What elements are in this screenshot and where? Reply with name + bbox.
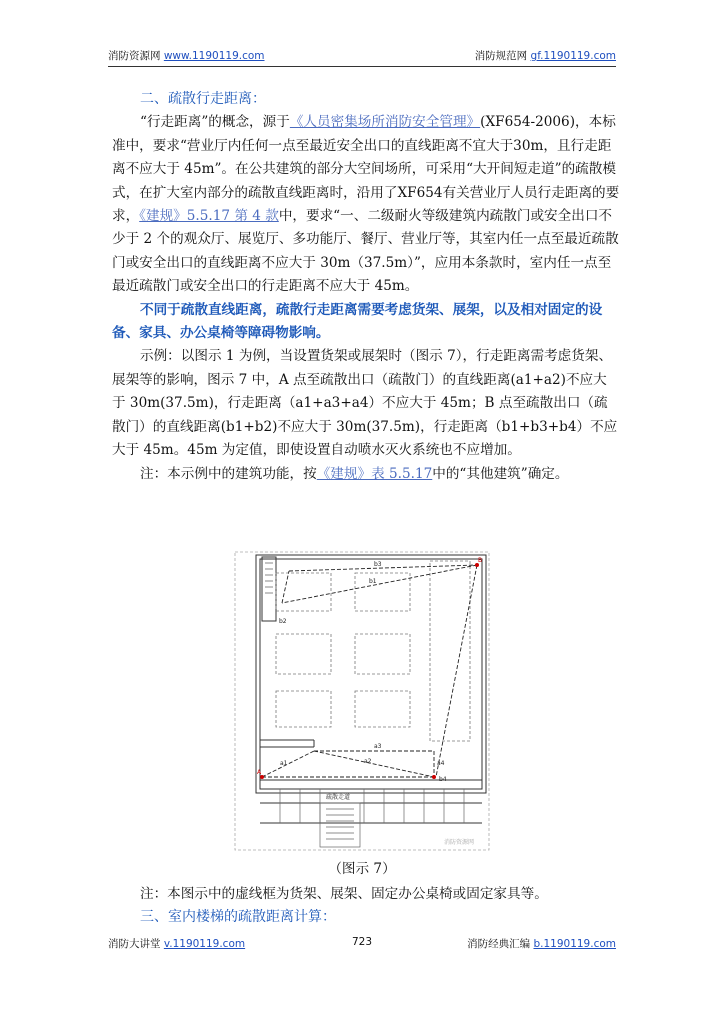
page-header — [108, 48, 616, 66]
footer-left-link[interactable]: v.1190119.com — [163, 938, 246, 950]
footer-right — [467, 936, 616, 951]
label-b1: b1 — [369, 578, 377, 585]
link-jiangui-5517[interactable]: 《建规》5.5.17 第 4 款 — [139, 208, 279, 225]
paragraph-definition: “行走距离”的概念，源于《人员密集场所消防安全管理》(XF654-2006)，本标准中，要求“营业厅内任何一点至最近安全出口的直线距离不宜大于30m，且行走距离不应大于 45m”。在公共建筑的部分大空间场所，可采用“大开间短走道”的疏散模式，在扩大室内部分的疏散直线距离时，沿用了XF654有关营业厅人员行走距离的要求，《建规》5.5.17 第 4 款中，要求“一、二级耐火等级建筑内疏散门或安全出口不少于 2 个的观众厅、展览厅、多功能厅、餐厅、营业厅等，其室内任一点至最近疏散门或安全出口的直线距离不应大于 30m（37.5m）”，应用本条款时，室内任一点至最近疏散门或安全出口的行走距离不应大于 45m。 — [112, 114, 620, 295]
figure-caption: （图示 7） — [328, 861, 396, 877]
section-3-heading: 三、室内楼梯的疏散距离计算： — [140, 909, 336, 925]
label-b2: b2 — [279, 618, 287, 625]
label-a1: a1 — [280, 760, 288, 767]
page-number: 723 — [351, 936, 373, 948]
link-xf654[interactable]: 《人员密集场所消防安全管理》 — [289, 114, 481, 131]
corridor-label: 疏散走道 — [326, 794, 351, 801]
label-a2: a2 — [364, 758, 372, 765]
header-right-text: 消防规范网 — [474, 50, 528, 62]
document-body — [112, 88, 620, 486]
link-table-5517[interactable]: 《建规》表 5.5.17 — [316, 465, 433, 482]
note-paragraph: 注：本示例中的建筑功能，按《建规》表 5.5.17中的“其他建筑”确定。 — [140, 465, 569, 482]
header-left-text: 消防资源网 — [108, 50, 161, 62]
floor-plan-figure — [234, 551, 490, 851]
label-b4: b4 — [439, 776, 447, 783]
footer-right-text: 消防经典汇编 — [467, 938, 531, 950]
label-a4: a4 — [437, 760, 445, 767]
figure-note: 注：本图示中的虚线框为货架、展架、固定办公桌椅或固定家具等。 — [140, 886, 548, 902]
header-left-link[interactable]: www.1190119.com — [163, 50, 265, 62]
footer-right-link[interactable]: b.1190119.com — [533, 938, 616, 950]
label-a3: a3 — [374, 743, 382, 750]
label-b3: b3 — [374, 561, 382, 568]
header-divider — [108, 66, 616, 67]
page-footer — [108, 936, 616, 954]
section-heading: 二、疏散行走距离： — [140, 91, 266, 107]
label-a-point: A — [257, 769, 262, 776]
label-b-point: B — [478, 557, 483, 564]
emphasis-paragraph: 不同于疏散直线距离，疏散行走距离需要考虑货架、展架，以及相对固定的设备、家具、办公桌椅等障碍物影响。 — [112, 301, 603, 342]
footer-left-text: 消防大讲堂 — [108, 938, 161, 950]
header-right — [475, 48, 616, 63]
figure-watermark: 消防资源网 — [444, 839, 475, 846]
header-right-link[interactable]: gf.1190119.com — [530, 50, 616, 62]
header-left — [108, 48, 265, 63]
example-paragraph: 示例：以图示 1 为例，当设置货架或展架时（图示 7），行走距离需考虑货架、展架等的影响，图示 7 中，A 点至疏散出口（疏散门）的直线距离(a1+a2)不应大于 30m(37.5m)，行走距离（a1+a3+a4）不应大于 45m；B 点至疏散出口（疏散门）的直线距离(b1+b2)不应大于 30m(37.5m)，行走距离（b1+b3+b4）不应大于 45m。45m 为定值，即使设置自动喷水灭火系统也不应增加。 — [112, 348, 618, 459]
